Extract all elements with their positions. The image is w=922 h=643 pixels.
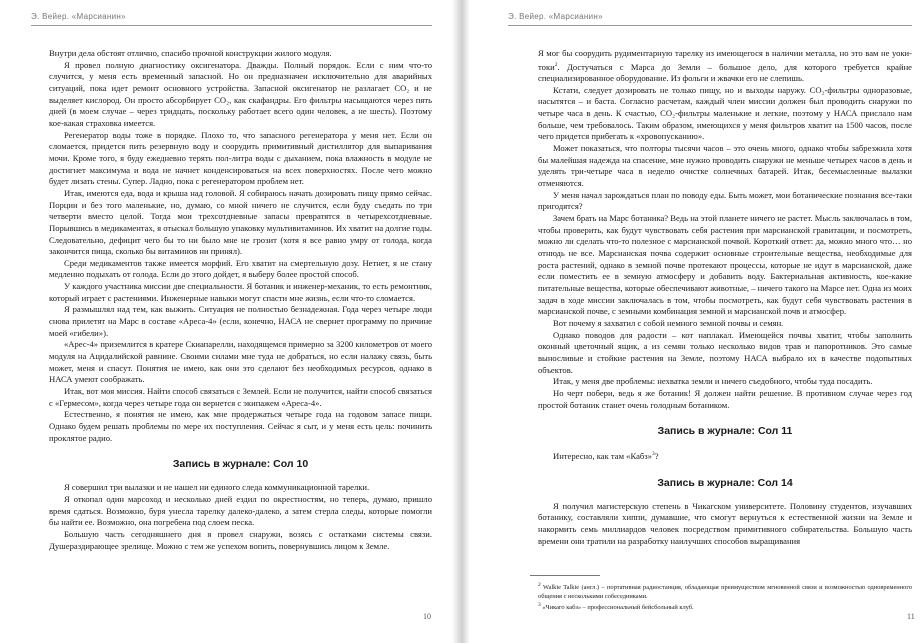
running-header: Э. Вейер. «Марсианин» — [31, 0, 432, 26]
paragraph: Итак, у меня две проблемы: нехватка земли и ничего съедобного, чтобы туда посадить. — [553, 376, 873, 387]
left-page — [0, 0, 452, 643]
paragraph: Я провел полную диагностику оксигенатора. Дважды. Полный порядок. Если с ним что-то случится, у меня есть временный запасной. Но он предназначен исключительно для аварийных ситуаций, пока идет ремонт основного устройства. Запасной оксигенатор не разлагает CO₂ и не выделяет кислород. Он просто абсорбирует CO₂, как скафандры. Его фильтры насыщаются через пять дней (в моем случае – через тридцать, поскольку работает всего один человек, а не шесть). Поэтому кое-какая страховка имеется. — [49, 59, 432, 128]
footnote-text: «Чикаго кабз» – профессиональный бейсбольный клуб. — [542, 604, 694, 612]
right-body — [538, 48, 912, 547]
paragraph-text: Я мог бы соорудить рудиментарную тарелку из имеющегося в наличии металла, но это вам не уоки-токи — [538, 48, 912, 72]
paragraph: Большую часть сегодняшнего дня я провел снаружи, возясь с остатками системы связи. Душераздирающее зрелище. Можно с тем же успехом вопить, повернувшись лицом к Земле. — [49, 528, 432, 551]
paragraph: Регенератор воды тоже в порядке. Плохо то, что запасного регенератора у меня нет. Если он сломается, придется пить резервную воду и соорудить примитивный дистиллятор для выпаривания мочи. Кроме того, я буду ежедневно терять пол-литра воды с дыханием, пока влажность в модуле не достигнет максимума и вода не начнет конденсироваться на всех поверхностях. После чего можно будет лизать стены. Супер. Ладно, пока с регенератором проблем нет. — [49, 129, 432, 187]
footnote — [538, 581, 912, 601]
footnotes — [538, 575, 912, 613]
footnote-ref[interactable]: 3 — [651, 451, 655, 458]
page-number: 11 — [907, 612, 915, 621]
paragraph-text: Интересно, как там «Кабз» — [553, 451, 652, 462]
footnote-number: 2 — [538, 582, 541, 588]
section-heading: Запись в журнале: Сол 11 — [657, 425, 793, 438]
paragraph: Зачем брать на Марс ботаника? Ведь на этой планете ничего не растет. Мысль заключалась в том, чтобы проверить, как будут чувствовать себя растения при марсианской гравитации, и посмотреть, можно ли сделать что-то полезное с марсианской почвой. Короткий ответ: да, можно много что… но отнюдь не все. Марсианская почва содержит основные строительные вещества, необходимые для роста растений, однако в земной почве протекают процессы, которые не идут в марсианской, даже если поместить ее в земную атмосферу и добавить воду. Бактериальная активность, кое-какие питательные вещества, которые обеспечивают животные, – ничего такого на Марсе нет. Одна из моих задач в ходе миссии заключалась в том, чтобы посмотреть, как будут себя чувствовать растения в марсианской почве, с земными комбинация земной и марсианской почв и атмосфер. — [538, 213, 913, 317]
paragraph: Итак, имеются еда, вода и крыша над головой. Я собираюсь начать дозировать пищу прямо сейчас. Порции и без того маленькие, но, думаю, со мной ничего не случится, если буду съедать по три четверти вместо целой. Тогда мои трехсотдневные запасы превратятся в четырехсотдневные. Порывшись в медикаментах, я отыскал большую упаковку мультивитаминов. Их хватит на долгие годы. Следовательно, дефицит чего бы то ни было мне не грозит (хотя я все равно умру от голода, когда закончится пища, сколько бы витаминов ни принял). — [49, 187, 432, 257]
right-page — [470, 0, 922, 643]
paragraph: «Арес-4» приземлится в кратере Скиапарелли, находящемся примерно за 3200 километров от моего модуля на Ацидалийской равнине. Своими силами мне туда не добраться, но если налажу связь, быть может, меня и спасут. Понятия не имею, как они это сделают без необходимых ресурсов, однако в НАСА умеют соображать. — [49, 339, 432, 385]
paragraph: Я откопал один марсоход и несколько дней ездил по окрестностям, но теперь, думаю, пришло время сдаться. Возможно, буря унесла тарелку далеко-далеко, а затем стерла следы, которые помогли бы найти ее. Возможно, она погребена под слоем песка. — [49, 493, 432, 528]
footnote — [538, 601, 912, 613]
left-body — [49, 48, 432, 552]
paragraph: Вот почему я захватил с собой немного земной почвы и семян. — [553, 317, 784, 328]
paragraph: Кстати, следует дозировать не только пищу, но и выходы наружу. CO₂-фильтры одноразовые, насытятся – и баста. Согласно расчетам, каждый член миссии должен был проводить снаружи по четыре часа в день. К счастью, CO₂-фильтры маленькие и легкие, поэтому у НАСА прислало нам больше, чем требовалось. Таким образом, имеющихся у меня фильтров хватит на 1500 часов, после чего придется прибегать к «хровопусканию». — [538, 84, 912, 142]
paragraph: Однако поводов для радости – кот наплакал. Имеющейся почвы хватит, чтобы заполнить оконный цветочный ящик, а из семян только несколько видов трав и папоротников. Это самые выносливые и стойкие растения на Земле, поэтому НАСА выбрало их в качестве подопытных объектов. — [538, 329, 912, 375]
paragraph: Я размышлял над тем, как выжить. Ситуация не полностью безнадежная. Года через четыре люди снова прилетят на Марс в составе «Ареса-4» (если, конечно, НАСА не свернет программу по причине моей «гибели»). — [49, 304, 432, 338]
section-heading: Запись в журнале: Сол 14 — [657, 476, 793, 489]
paragraph-text: ? — [654, 451, 659, 462]
paragraph: У меня начал зарождаться план по поводу еды. Быть может, мои ботанические познания все-таки пригодятся? — [538, 189, 912, 212]
paragraph — [538, 449, 912, 463]
paragraph — [538, 48, 912, 85]
paragraph: Может показаться, что полторы тысячи часов – это очень много, однако чтобы забрезжила хотя бы малейшая надежда на спасение, мне нужно проводить снаружи не меньше четырех часов в день и уделять три-четыре часа в неделю очистке солнечных батарей. Итак, бесемысленные вылазки отменяются. — [538, 143, 912, 189]
paragraph: Среди медикаментов также имеется морфий. Его хватит на смертельную дозу. Нетнет, я не стану медленно подыхать от голода. Если до этого дойдет, я выберу более простой способ. — [49, 257, 432, 280]
paragraph: Внутри дела обстоят отлично, спасибо прочной конструкции жилого модуля. — [49, 48, 332, 58]
paragraph: Но черт побери, ведь я же ботаник! Я должен найти решение. В противном случае через год простой ботаник станет очень голодным ботаником. — [538, 387, 912, 410]
footnote-ref[interactable]: 2 — [554, 61, 558, 68]
paragraph: Итак, вот моя миссия. Найти способ связаться с Землей. Если не получится, найти способ связаться с «Гермесом», когда через четыре года он вернется с экипажем «Ареса-4». — [49, 386, 432, 408]
paragraph: У каждого участника миссии две специальности. Я ботаник и инженер-механик, то есть ремонтник, который играет с растениями. Инженерные навыки могут спасти мне жизнь, если что-то сломается. — [49, 281, 432, 303]
footnote-divider — [530, 575, 600, 576]
page-number: 10 — [423, 612, 431, 621]
paragraph: Я получил магистерскую степень в Чикагском университете. Половину студентов, изучавших ботанику, составляли хиппи, думавшие, что смогут вернуться к естественной жизни на Земле и накормить семь миллиардов человек посредством примитивного собирательства. Большую часть времени они тратили на разработку наилучших способов выращивания — [538, 500, 912, 546]
book-gutter — [452, 0, 470, 643]
section-heading: Запись в журнале: Сол 10 — [172, 458, 309, 471]
footnote-number: 3 — [538, 602, 541, 609]
running-header: Э. Вейер. «Марсианин» — [508, 0, 912, 26]
paragraph: Я совершил три вылазки и не нашел ни единого следа коммуникационной тарелки. — [64, 482, 370, 493]
paragraph-text: . Достучаться с Марса до Земли – большое дело, для которого требуется крайне специализированное оборудование. Из фольги и жвачки его не слепишь. — [538, 61, 912, 84]
paragraph: Естественно, я понятия не имею, как мне продержаться четыре года на годовом запасе пищи. Однако будем решать проблемы по мере их поступления. Сейчас я сыт, и у меня есть цель: починить проклятое радио. — [49, 409, 432, 443]
footnote-text: Walkie Talkie (англ.) – портативная радиостанция, обладающая преимуществом мгновенной связи и возможностью одновременного общения с несколькими собеседниками. — [538, 584, 912, 600]
